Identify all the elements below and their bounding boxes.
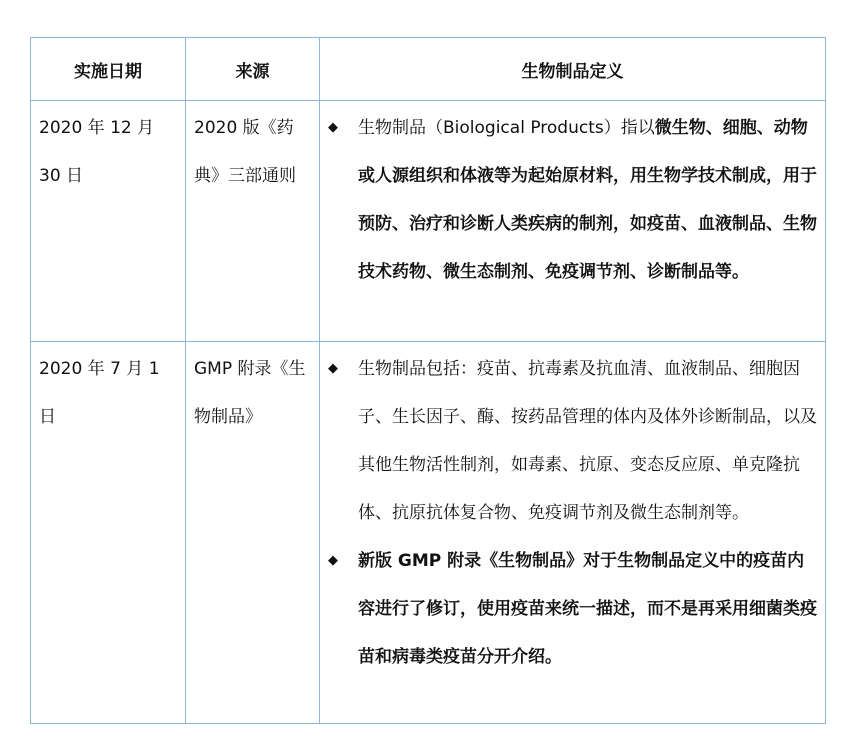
bullet-lead-text: 生物制品（Biological Products）指以 [358,118,655,138]
diamond-bullet-icon: ◆ [328,120,338,135]
bullet-emphasis-text: 微生物、细胞、动物或人源组织和体液等为起始原材料，用生物学技术制成，用于预防、治疗和诊断人类疾病的制剂，如疫苗、血液制品、生物技术药物、微生态制剂、免疫调节剂、诊断制品等。 [358,118,817,282]
table-row [31,342,826,724]
bullet-text [358,104,817,296]
header-row [31,38,826,101]
bullet-text: 新版 GMP 附录《生物制品》对于生物制品定义中的疫苗内容进行了修订，使用疫苗来统一描述，而不是再采用细菌类疫苗和病毒类疫苗分开介绍。 [358,551,817,667]
definition-cell [320,342,826,724]
bullet-text: 生物制品包括：疫苗、抗毒素及抗血清、血液制品、细胞因子、生长因子、酶、按药品管理的体内及体外诊断制品，以及其他生物活性制剂，如毒素、抗原、变态反应原、单克隆抗体、抗原抗体复合物、免疫调节剂及微生态制剂等。 [358,359,817,523]
date-cell: 2020 年 7 月 1 日 [31,342,186,724]
definition-bullet [328,104,817,296]
definition-bullet [328,537,817,681]
definition-cell [320,101,826,342]
source-cell: 2020 版《药典》三部通则 [186,101,320,342]
header-date: 实施日期 [31,38,186,101]
diamond-bullet-icon: ◆ [328,361,338,376]
diamond-bullet-icon: ◆ [328,553,338,568]
date-cell: 2020 年 12 月 30 日 [31,101,186,342]
definition-bullet [328,345,817,537]
definition-table [30,37,826,724]
header-source: 来源 [186,38,320,101]
header-definition: 生物制品定义 [320,38,826,101]
table-row [31,101,826,342]
source-cell: GMP 附录《生物制品》 [186,342,320,724]
